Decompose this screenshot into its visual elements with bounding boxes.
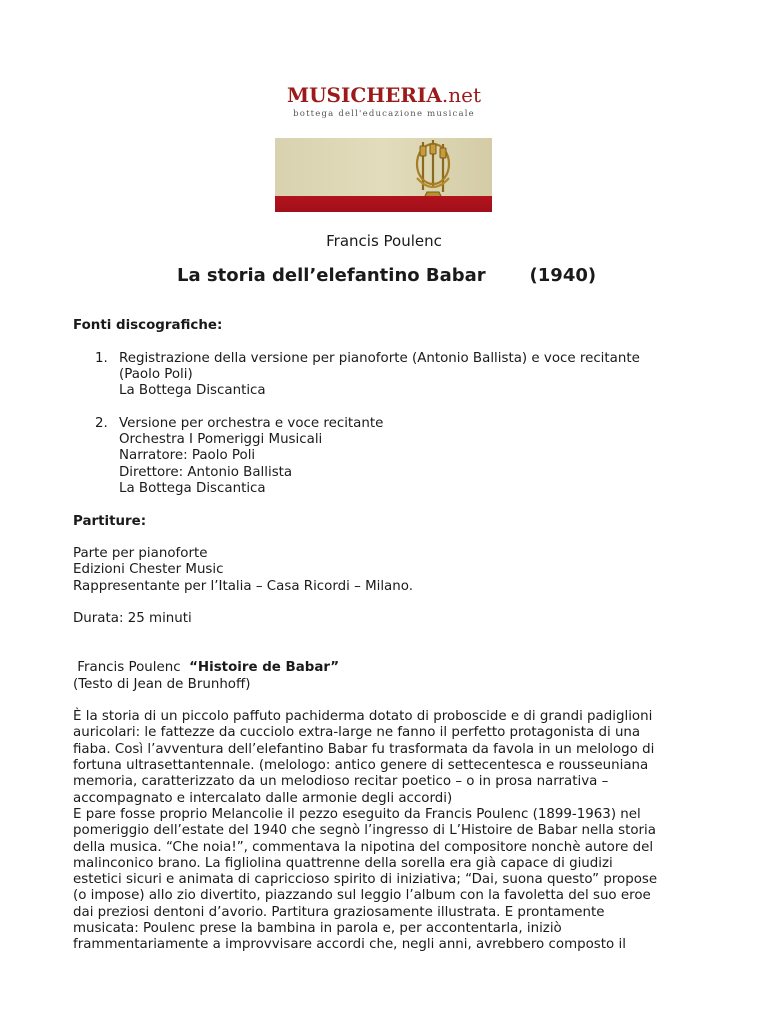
logo-wordmark (0, 82, 768, 108)
header-banner (275, 138, 492, 212)
histoire-author: Francis Poulenc (73, 660, 190, 676)
composer-name: Francis Poulenc (326, 232, 442, 250)
list-line: (Paolo Poli) (119, 366, 193, 382)
paragraph-line: estetici sicuri e animata di capriccioso spirito di iniziativa; “Dai, suona questo” propose (73, 872, 658, 888)
list-line: La Bottega Discantica (119, 480, 266, 496)
paragraph-2 (73, 807, 733, 954)
paragraph-line: accompagnato e intercalato dalle armonie degli accordi) (73, 790, 453, 806)
paragraph-line: auricolari: le fattezze da cucciolo extra-large ne fanno il perfetto protagonista di una (73, 725, 641, 741)
list-number: 2. (95, 415, 108, 431)
durata: Durata: 25 minuti (73, 611, 192, 627)
partiture-heading: Partiture: (73, 513, 147, 529)
list-line: Narratore: Paolo Poli (119, 448, 256, 464)
paragraph-line: malinconico brano. La figliolina quattrenne della sorella era già capace di giudizi (73, 855, 613, 871)
paragraph-line: fiaba. Così l’avventura dell’elefantino Babar fu trasformata da favola in un melologo di (73, 741, 655, 757)
site-logo (0, 82, 768, 119)
banner-stripe (275, 196, 492, 212)
partiture-line: Rappresentante per l’Italia – Casa Ricordi – Milano. (73, 578, 413, 594)
document-body (73, 318, 733, 954)
list-line: La Bottega Discantica (119, 383, 266, 399)
list-line: Registrazione della versione per pianoforte (Antonio Ballista) e voce recitante (119, 350, 640, 366)
partiture-line: Edizioni Chester Music (73, 562, 224, 578)
paragraph-line: pomeriggio dell’estate del 1940 che segnò l’ingresso di L’Histoire de Babar nella storia (73, 823, 656, 839)
list-line: Direttore: Antonio Ballista (119, 464, 293, 480)
fonte-item-1 (73, 351, 733, 400)
paragraph-line: È la storia di un piccolo paffuto pachiderma dotato di proboscide e di grandi padiglioni (73, 709, 653, 725)
paragraph-line: musicata: Poulenc prese la bambina in parola e, per accontentarla, iniziò (73, 920, 562, 936)
logo-brand: MUSICHERIA (286, 83, 442, 107)
logo-suffix: .net (441, 83, 482, 107)
histoire-heading (73, 660, 733, 676)
list-line: Versione per orchestra e voce recitante (119, 415, 384, 431)
paragraph-1 (73, 709, 733, 807)
histoire-title: “Histoire de Babar” (189, 660, 340, 676)
logo-tagline: bottega dell'educazione musicale (293, 109, 475, 119)
paragraph-line: della musica. “Che noia!”, commentava la nipotina del compositore nonchè autore del (73, 839, 654, 855)
paragraph-line: dai preziosi dentoni d’avorio. Partitura graziosamente illustrata. E prontamente (73, 904, 605, 920)
paragraph-line: fortuna ultrasettantennale. (melologo: antico genere di settecentesca e rousseuniana (73, 758, 649, 774)
paragraph-line: frammentariamente a improvvisare accordi che, negli anni, avrebbero composto il (73, 937, 626, 953)
paragraph-line: (o impose) allo zio divertito, piazzando sul leggio l’album con la favoletta del suo eroe (73, 888, 651, 904)
list-number: 1. (95, 350, 108, 366)
paragraph-line: memoria, caratterizzato da un melodioso recitar poetico – o in prosa narrativa – (73, 774, 609, 790)
fonti-heading: Fonti discografiche: (73, 318, 223, 333)
paragraph-line: E pare fosse proprio Melancolie il pezzo eseguito da Francis Poulenc (1899-1963) nel (73, 806, 641, 822)
document-title: La storia dell’elefantino Babar (1940) (177, 265, 597, 286)
histoire-credit: (Testo di Jean de Brunhoff) (73, 676, 251, 692)
fonte-item-2 (73, 416, 733, 497)
partiture-line: Parte per pianoforte (73, 546, 208, 562)
list-line: Orchestra I Pomeriggi Musicali (119, 432, 323, 448)
